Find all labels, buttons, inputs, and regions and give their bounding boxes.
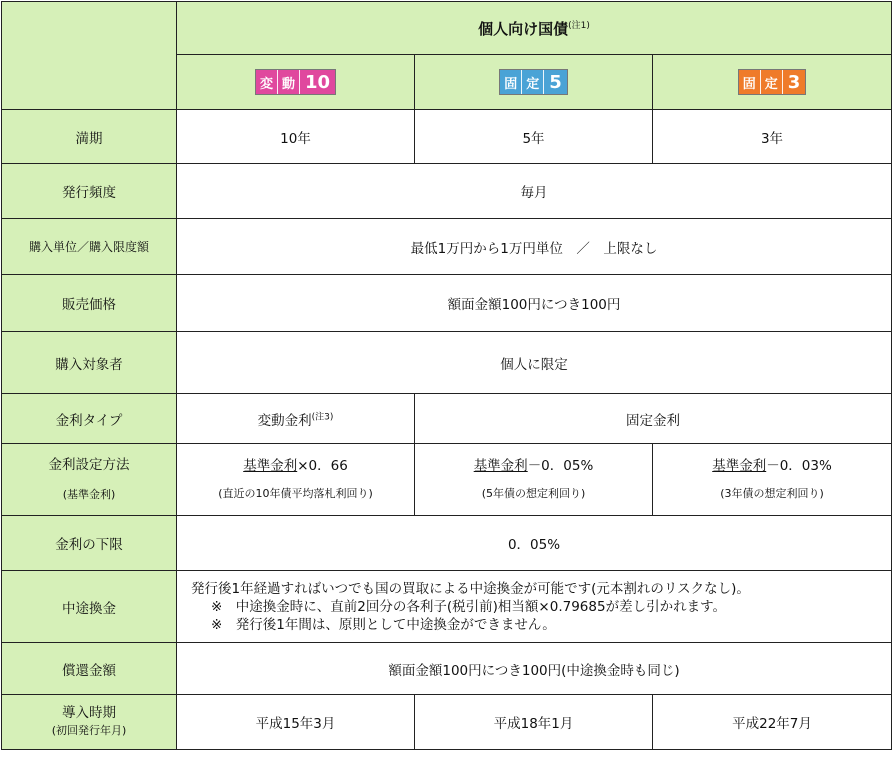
hendo-10-logo: 変 動 10 — [255, 69, 336, 95]
label-eligible: 購入対象者 — [2, 332, 177, 394]
row-rate-type — [2, 394, 892, 444]
table-title — [177, 2, 892, 55]
introduced-sublabel: (初回発行年月) — [51, 724, 127, 737]
redemption-line-3: ※ 発行後1年間は、原則として中途換金ができません。 — [211, 616, 556, 633]
repayment-value: 額面金額100円につき100円(中途換金時も同じ) — [177, 643, 892, 695]
rate-method-3 — [653, 444, 892, 516]
rate-method-10-note: (直近の10年債平均落札利回り) — [218, 486, 373, 500]
label-redemption: 中途換金 — [2, 571, 177, 643]
product-fixed-5 — [415, 55, 653, 110]
row-eligible — [2, 332, 892, 394]
rate-type-floating — [177, 394, 415, 444]
price-value: 額面金額100円につき100円 — [177, 275, 892, 332]
corner-cell — [2, 2, 177, 110]
rate-method-label: 金利設定方法 — [48, 456, 130, 473]
label-unit: 購入単位／購入限度額 — [2, 219, 177, 275]
redemption-value — [177, 571, 892, 643]
unit-value: 最低1万円から1万円単位 ／ 上限なし — [177, 219, 892, 275]
base-rate-term: 基準金利 — [243, 457, 298, 474]
label-rate-method — [2, 444, 177, 516]
row-repayment — [2, 643, 892, 695]
rate-method-5-note: (5年債の想定利回り) — [481, 486, 586, 500]
kotei-5-logo: 固 定 5 — [499, 69, 568, 95]
rate-method-3-formula: －0．03% — [766, 457, 832, 474]
label-maturity: 満期 — [2, 110, 177, 164]
table-title-text: 個人向け国債 — [478, 19, 569, 38]
row-maturity — [2, 110, 892, 164]
row-unit — [2, 219, 892, 275]
introduced-5: 平成18年1月 — [415, 695, 653, 750]
introduced-label: 導入時期 — [62, 705, 116, 721]
maturity-10: 10年 — [177, 110, 415, 164]
base-rate-term: 基準金利 — [712, 457, 767, 474]
eligible-value: 個人に限定 — [177, 332, 892, 394]
bond-comparison-table — [1, 1, 892, 750]
label-floor: 金利の下限 — [2, 516, 177, 571]
row-frequency — [2, 164, 892, 219]
introduced-10: 平成15年3月 — [177, 695, 415, 750]
base-rate-term: 基準金利 — [473, 457, 528, 474]
row-redemption — [2, 571, 892, 643]
rate-method-5-formula: －0．05% — [527, 457, 594, 474]
label-frequency: 発行頻度 — [2, 164, 177, 219]
product-fixed-3 — [653, 55, 892, 110]
floating-rate-note: (注3) — [311, 412, 334, 422]
frequency-value: 毎月 — [177, 164, 892, 219]
rate-method-5 — [415, 444, 653, 516]
redemption-line-2: ※ 中途換金時に、直前2回分の各利子(税引前)相当額×0.79685が差し引かれます。 — [211, 598, 726, 615]
floating-rate-text: 変動金利 — [257, 412, 312, 429]
row-price — [2, 275, 892, 332]
title-note: (注1) — [568, 20, 590, 31]
maturity-5: 5年 — [415, 110, 653, 164]
rate-type-fixed: 固定金利 — [415, 394, 892, 444]
rate-method-3-note: (3年債の想定利回り) — [720, 486, 824, 500]
row-rate-method — [2, 444, 892, 516]
label-introduced — [2, 695, 177, 750]
rate-method-10 — [177, 444, 415, 516]
label-repayment: 償還金額 — [2, 643, 177, 695]
label-rate-type: 金利タイプ — [2, 394, 177, 444]
redemption-line-1: 発行後1年経過すればいつでも国の買取による中途換金が可能です(元本割れのリスクなし)。 — [191, 580, 750, 597]
floor-value: 0．05% — [177, 516, 892, 571]
rate-method-10-formula: ×0．66 — [297, 457, 348, 474]
rate-method-sublabel: (基準金利) — [62, 487, 116, 501]
kotei-3-logo: 固 定 3 — [738, 69, 807, 95]
product-floating-10 — [177, 55, 415, 110]
row-floor — [2, 516, 892, 571]
label-price: 販売価格 — [2, 275, 177, 332]
maturity-3: 3年 — [653, 110, 892, 164]
introduced-3: 平成22年7月 — [653, 695, 892, 750]
row-introduced — [2, 695, 892, 750]
